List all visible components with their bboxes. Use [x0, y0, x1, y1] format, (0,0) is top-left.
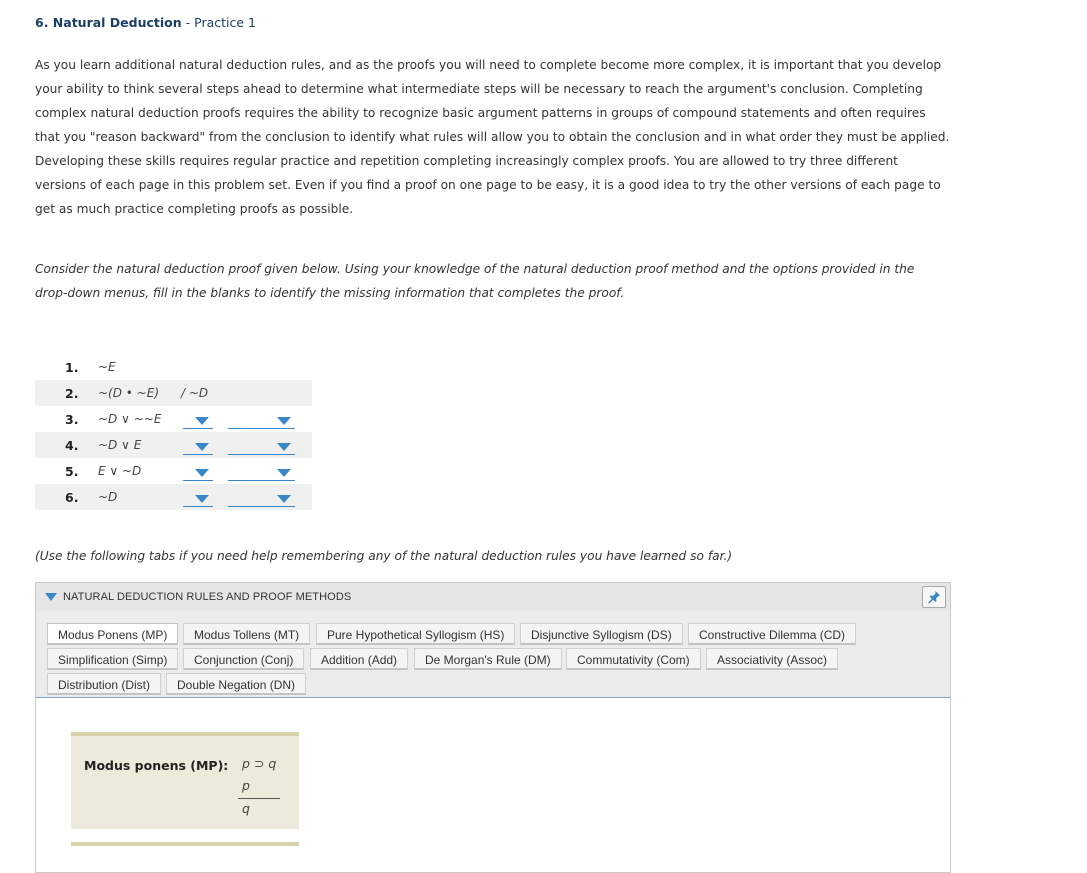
line-number: 1.	[65, 360, 79, 375]
tab-hypothetical-syllogism[interactable]: Pure Hypothetical Syllogism (HS)	[316, 623, 515, 645]
line-reference-dropdown[interactable]	[183, 492, 213, 507]
line-number: 4.	[65, 438, 79, 453]
tab-de-morgans-rule[interactable]: De Morgan's Rule (DM)	[414, 648, 562, 670]
rules-panel	[35, 582, 951, 873]
dropdown-arrow-icon	[277, 443, 291, 451]
rule-dropdown[interactable]	[228, 440, 295, 455]
proof-line	[35, 432, 312, 458]
line-statement: ~D ∨ E	[98, 438, 142, 452]
rule-definition-box	[71, 732, 299, 829]
line-number: 3.	[65, 412, 79, 427]
rule-dropdown[interactable]	[228, 414, 295, 429]
tab-modus-tollens[interactable]: Modus Tollens (MT)	[183, 623, 310, 645]
rule-dropdown[interactable]	[228, 466, 295, 481]
page-title	[35, 15, 256, 30]
rule-premise-1: p ⊃ q	[242, 756, 277, 771]
dropdown-arrow-icon	[277, 417, 291, 425]
rule-premise-2: p	[242, 778, 250, 793]
rule-label: Modus ponens (MP):	[84, 758, 229, 773]
line-reference-dropdown[interactable]	[183, 466, 213, 481]
proof-line	[35, 484, 312, 510]
tab-distribution[interactable]: Distribution (Dist)	[47, 673, 161, 695]
rule-box-divider	[71, 842, 299, 846]
proof-table	[35, 354, 312, 510]
page-title-number: 6. Natural Deduction	[35, 15, 182, 30]
rule-inference-line	[238, 798, 280, 799]
tab-modus-ponens[interactable]: Modus Ponens (MP)	[47, 623, 178, 645]
rules-panel-header[interactable]	[36, 582, 950, 612]
line-reference-dropdown[interactable]	[183, 414, 213, 429]
collapse-caret-icon[interactable]	[45, 593, 57, 601]
line-statement: ~(D • ~E)	[98, 386, 160, 400]
tab-disjunctive-syllogism[interactable]: Disjunctive Syllogism (DS)	[520, 623, 683, 645]
line-number: 2.	[65, 386, 79, 401]
dropdown-arrow-icon	[277, 469, 291, 477]
proof-conclusion: / ~D	[181, 386, 209, 400]
dropdown-arrow-icon	[195, 469, 209, 477]
line-number: 5.	[65, 464, 79, 479]
proof-line	[35, 380, 312, 406]
intro-paragraph: As you learn additional natural deduction rules, and as the proofs you will need to complete become more complex, it is important that you develop your ability to think several steps ahead to determine what intermediate steps will be necessary to reach the argument's conclusion. Completing complex natural deduction proofs requires the ability to recognize basic argument patterns in groups of compound statements and often requires that you "reason backward" from the conclusion to identify what rules will allow you to obtain the conclusion and in what order they must be applied. Developing these skills requires regular practice and repetition completing increasingly complex proofs. You are allowed to try three different versions of each page in this problem set. Even if you find a proof on one page to be easy, it is a good idea to try the other versions of each page to get as much practice completing proofs as possible.	[35, 58, 950, 216]
rules-panel-title: NATURAL DEDUCTION RULES AND PROOF METHODS	[63, 591, 352, 603]
rule-conclusion: q	[242, 801, 250, 816]
pin-button[interactable]	[922, 586, 946, 608]
tab-associativity[interactable]: Associativity (Assoc)	[706, 648, 838, 670]
proof-line	[35, 406, 312, 432]
dropdown-arrow-icon	[195, 443, 209, 451]
dropdown-arrow-icon	[195, 495, 209, 503]
pin-icon	[927, 590, 941, 604]
rules-hint-text: (Use the following tabs if you need help remembering any of the natural deduction rules you have learned so far.)	[35, 549, 733, 563]
tab-constructive-dilemma[interactable]: Constructive Dilemma (CD)	[688, 623, 856, 645]
dropdown-arrow-icon	[277, 495, 291, 503]
proof-line	[35, 458, 312, 484]
rule-dropdown[interactable]	[228, 492, 295, 507]
line-statement: ~D ∨ ~~E	[98, 412, 162, 426]
line-statement: E ∨ ~D	[98, 464, 142, 478]
dropdown-arrow-icon	[195, 417, 209, 425]
tab-addition[interactable]: Addition (Add)	[310, 648, 408, 670]
tab-simplification[interactable]: Simplification (Simp)	[47, 648, 178, 670]
instructions-paragraph: Consider the natural deduction proof given below. Using your knowledge of the natural deduction proof method and the options provided in the drop-down menus, fill in the blanks to identify the missing information that completes the proof.	[35, 262, 915, 300]
tab-double-negation[interactable]: Double Negation (DN)	[166, 673, 306, 695]
rules-tab-bar	[36, 611, 950, 698]
tab-conjunction[interactable]: Conjunction (Conj)	[183, 648, 304, 670]
proof-line	[35, 354, 312, 380]
line-statement: ~D	[98, 490, 118, 504]
line-statement: ~E	[98, 360, 116, 374]
page-title-subtitle: - Practice 1	[181, 15, 256, 30]
tab-commutativity[interactable]: Commutativity (Com)	[566, 648, 701, 670]
line-reference-dropdown[interactable]	[183, 440, 213, 455]
line-number: 6.	[65, 490, 79, 505]
